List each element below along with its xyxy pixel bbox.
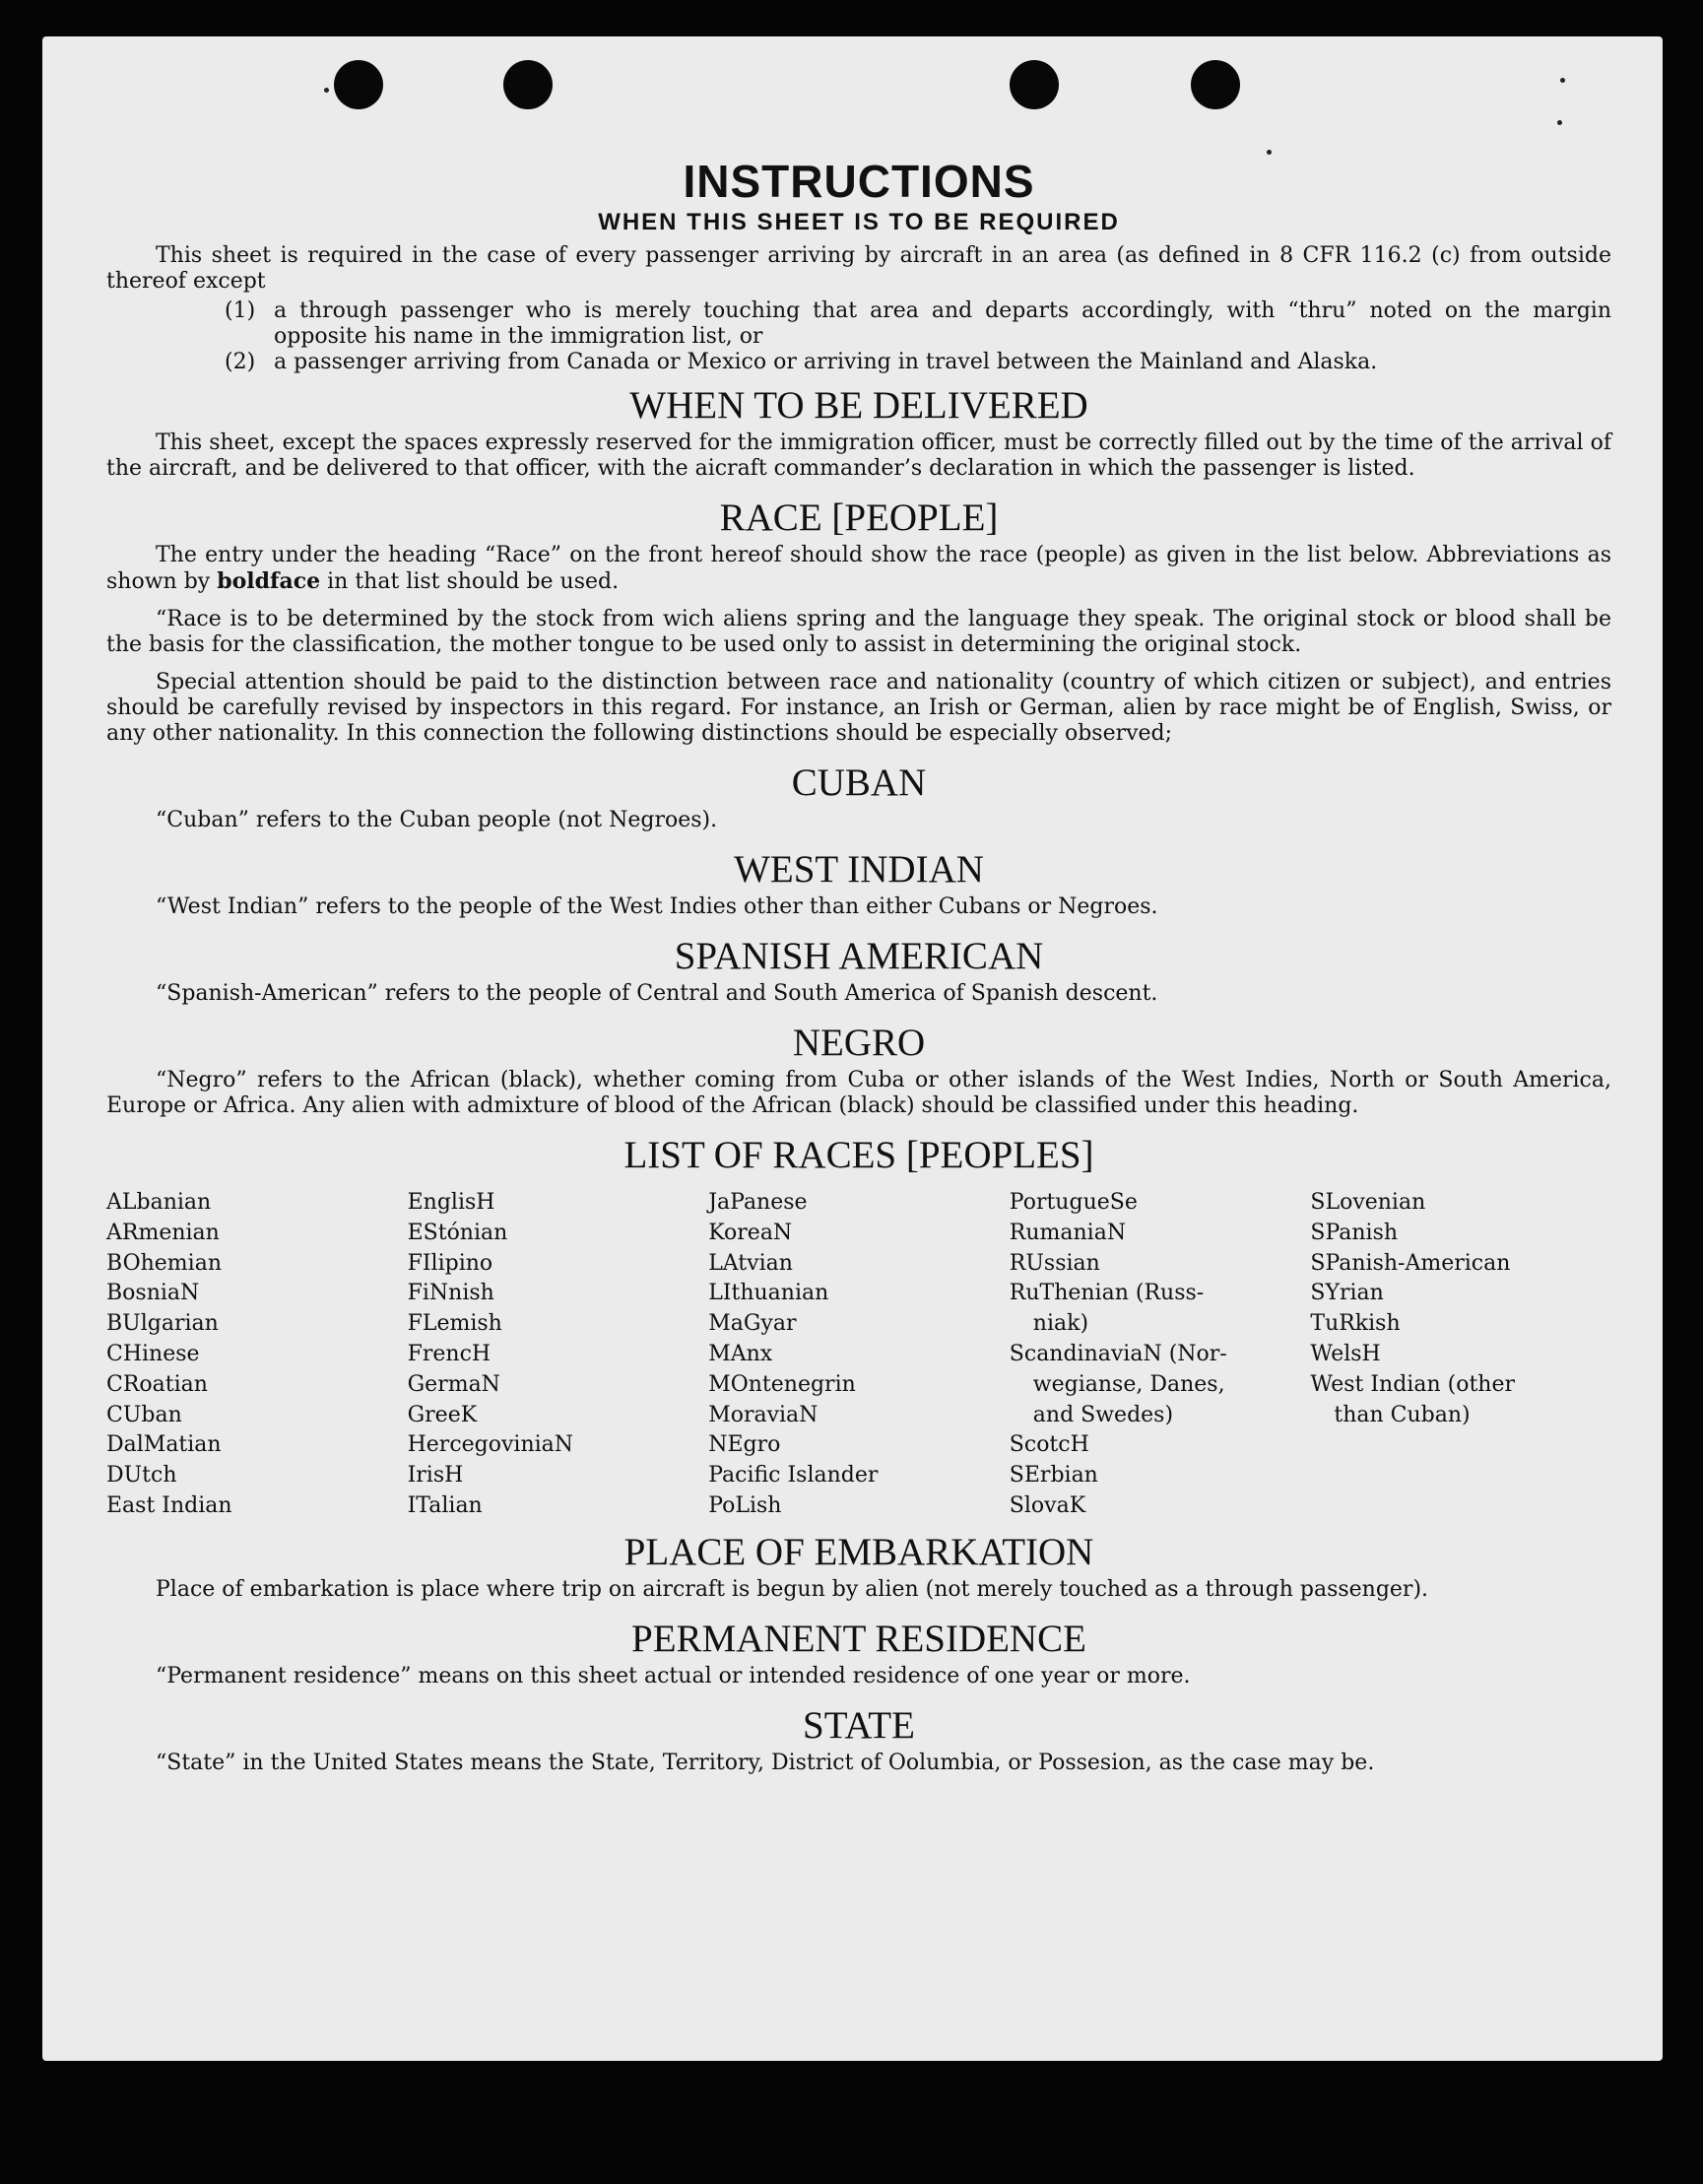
race-entry: SYrian — [1310, 1281, 1384, 1306]
race-entry: EnglisH — [407, 1190, 495, 1215]
race-entry: ITalian — [407, 1492, 483, 1518]
delivered-text: This sheet, except the spaces expressly reserved for the immigration officer, must be correctly filled out by the time of the arrival of the aircraft, and be delivered to that officer, with the aicraft commander’s declaration in which the passenger is listed. — [106, 430, 1611, 481]
race-entry: West Indian (other than Cuban) — [1310, 1371, 1515, 1427]
race-entry: KoreaN — [708, 1220, 793, 1245]
race-entry: RUssian — [1009, 1250, 1100, 1276]
race-entry: IrisH — [407, 1463, 464, 1489]
delivered-heading: WHEN TO BE DELIVERED — [629, 384, 1088, 427]
punch-hole — [334, 60, 383, 109]
spanish-american-heading: SPANISH AMERICAN — [674, 935, 1044, 977]
cuban-heading: CUBAN — [791, 761, 927, 804]
race-entry: JaPanese — [708, 1190, 808, 1215]
race-entry: BOhemian — [106, 1250, 222, 1276]
race-entry: BUlgarian — [106, 1311, 219, 1337]
race-entry: NEgro — [708, 1432, 781, 1458]
race-entry: RumaniaN — [1009, 1220, 1127, 1245]
west-indian-text: “West Indian” refers to the people of the West Indies other than either Cubans or Negroes. — [156, 894, 1158, 919]
race-entry: FrencH — [407, 1341, 491, 1366]
race-column — [1010, 1188, 1311, 1522]
race-column — [106, 1188, 408, 1522]
race-entry: MOntenegrin — [708, 1371, 856, 1397]
race-entry: PortugueSe — [1009, 1190, 1138, 1215]
state-text: “State” in the United States means the State, Territory, District of Oolumbia, or Possesion, as the case may be. — [156, 1750, 1375, 1775]
exception-number: (1) — [225, 298, 256, 323]
race-entry: FIlipino — [407, 1250, 493, 1276]
race-entry: Pacific Islander — [708, 1463, 879, 1489]
race-entry: ARmenian — [106, 1220, 220, 1245]
exception-item — [225, 298, 1611, 350]
punch-hole — [1191, 60, 1240, 109]
race-entry: DalMatian — [106, 1432, 222, 1458]
race-entry: LAtvian — [708, 1250, 793, 1276]
punch-hole — [1010, 60, 1059, 109]
race-paragraph-1 — [106, 543, 1611, 595]
required-intro: This sheet is required in the case of every passenger arriving by aircraft in an area (as defined in 8 CFR 116.2 (c) from outside thereof except — [106, 243, 1611, 294]
race-list-heading: LIST OF RACES [PEOPLES] — [623, 1134, 1094, 1176]
race-entry: EStónian — [407, 1220, 508, 1245]
race-entry: DUtch — [106, 1463, 177, 1489]
required-subtitle: WHEN THIS SHEET IS TO BE REQUIRED — [598, 209, 1120, 235]
speck — [1557, 120, 1562, 125]
race-entry: MaGyar — [708, 1311, 797, 1337]
speck — [324, 88, 329, 93]
race-entry: FiNnish — [407, 1281, 494, 1306]
embarkation-heading: PLACE OF EMBARKATION — [623, 1530, 1094, 1573]
document-page — [42, 36, 1663, 2061]
race-entry: WelsH — [1310, 1341, 1381, 1366]
race-entry: GermaN — [407, 1371, 500, 1397]
race-entry: CHinese — [106, 1341, 200, 1366]
race-entry: SErbian — [1009, 1463, 1098, 1489]
race-entry: LIthuanian — [708, 1281, 829, 1306]
race-entry: CUban — [106, 1402, 182, 1427]
race-entry: East Indian — [106, 1492, 232, 1518]
west-indian-heading: WEST INDIAN — [734, 848, 984, 891]
cuban-text: “Cuban” refers to the Cuban people (not Negroes). — [156, 808, 718, 832]
page-title: INSTRUCTIONS — [683, 156, 1035, 207]
speck — [1560, 78, 1565, 83]
race-entry: ScandinaviaN (Nor- wegianse, Danes, and Swedes) — [1009, 1341, 1227, 1427]
race-heading: RACE [PEOPLE] — [719, 496, 999, 539]
race-entry: SPanish-American — [1310, 1250, 1511, 1276]
race-entry: RuThenian (Russ- niak) — [1009, 1281, 1205, 1337]
boldface-word: boldface — [217, 568, 321, 594]
race-entry: GreeK — [407, 1402, 478, 1427]
exception-item — [225, 350, 1611, 375]
race-column — [708, 1188, 1010, 1522]
race-entry: SlovaK — [1009, 1492, 1086, 1518]
race-entry: SLovenian — [1310, 1190, 1426, 1215]
race-entry: MAnx — [708, 1341, 773, 1366]
spanish-american-text: “Spanish-American” refers to the people of Central and South America of Spanish descent. — [156, 981, 1158, 1006]
race-text: The entry under the heading “Race” on the front hereof should show the race (people) as given in the list below. Abbreviations as shown by — [106, 543, 1611, 594]
embarkation-text: Place of embarkation is place where trip on aircraft is begun by alien (not merely touched as a through passenger). — [156, 1576, 1429, 1602]
punch-hole — [503, 60, 553, 109]
race-entry: CRoatian — [106, 1371, 208, 1397]
race-paragraph-3: Special attention should be paid to the distinction between race and nationality (country of which citizen or subject), and entries should be carefully revised by inspectors in this regard. For instance, an Irish or German, alien by race might be of English, Swiss, or any other nationality. In this connection the following distinctions should be especially observed; — [106, 670, 1611, 746]
race-entry: MoraviaN — [708, 1402, 819, 1427]
race-entry: BosniaN — [106, 1281, 200, 1306]
instructions-content — [106, 155, 1611, 1788]
exception-text: a passenger arriving from Canada or Mexico or arriving in travel between the Mainland and Alaska. — [274, 350, 1378, 374]
exception-number: (2) — [225, 350, 256, 374]
residence-text: “Permanent residence” means on this sheet actual or intended residence of one year or more. — [156, 1663, 1191, 1688]
race-paragraph-2: “Race is to be determined by the stock from wich aliens spring and the language they speak. The original stock or blood shall be the basis for the classification, the mother tongue to be used only to assist in determining the original stock. — [106, 607, 1611, 657]
negro-heading: NEGRO — [792, 1022, 926, 1064]
race-column — [408, 1188, 709, 1522]
race-entry: PoLish — [708, 1492, 782, 1518]
race-list — [106, 1188, 1611, 1522]
residence-heading: PERMANENT RESIDENCE — [631, 1617, 1086, 1660]
exception-text: a through passenger who is merely touching that area and departs accordingly, with “thru” noted on the margin opposite his name in the immigration list, or — [274, 298, 1611, 349]
state-heading: STATE — [803, 1703, 915, 1747]
race-entry: SPanish — [1310, 1220, 1399, 1245]
race-entry: TuRkish — [1310, 1311, 1401, 1337]
race-entry: ALbanian — [106, 1190, 212, 1215]
race-column — [1310, 1188, 1611, 1522]
race-entry: FLemish — [407, 1311, 502, 1337]
race-text: in that list should be used. — [320, 569, 620, 594]
race-entry: ScotcH — [1009, 1432, 1089, 1458]
negro-text: “Negro” refers to the African (black), whether coming from Cuba or other islands of the West Indies, North or South America, Europe or Africa. Any alien with admixture of blood of the African (black) should be classified under this heading. — [106, 1068, 1611, 1118]
race-entry: HercegoviniaN — [407, 1432, 574, 1458]
